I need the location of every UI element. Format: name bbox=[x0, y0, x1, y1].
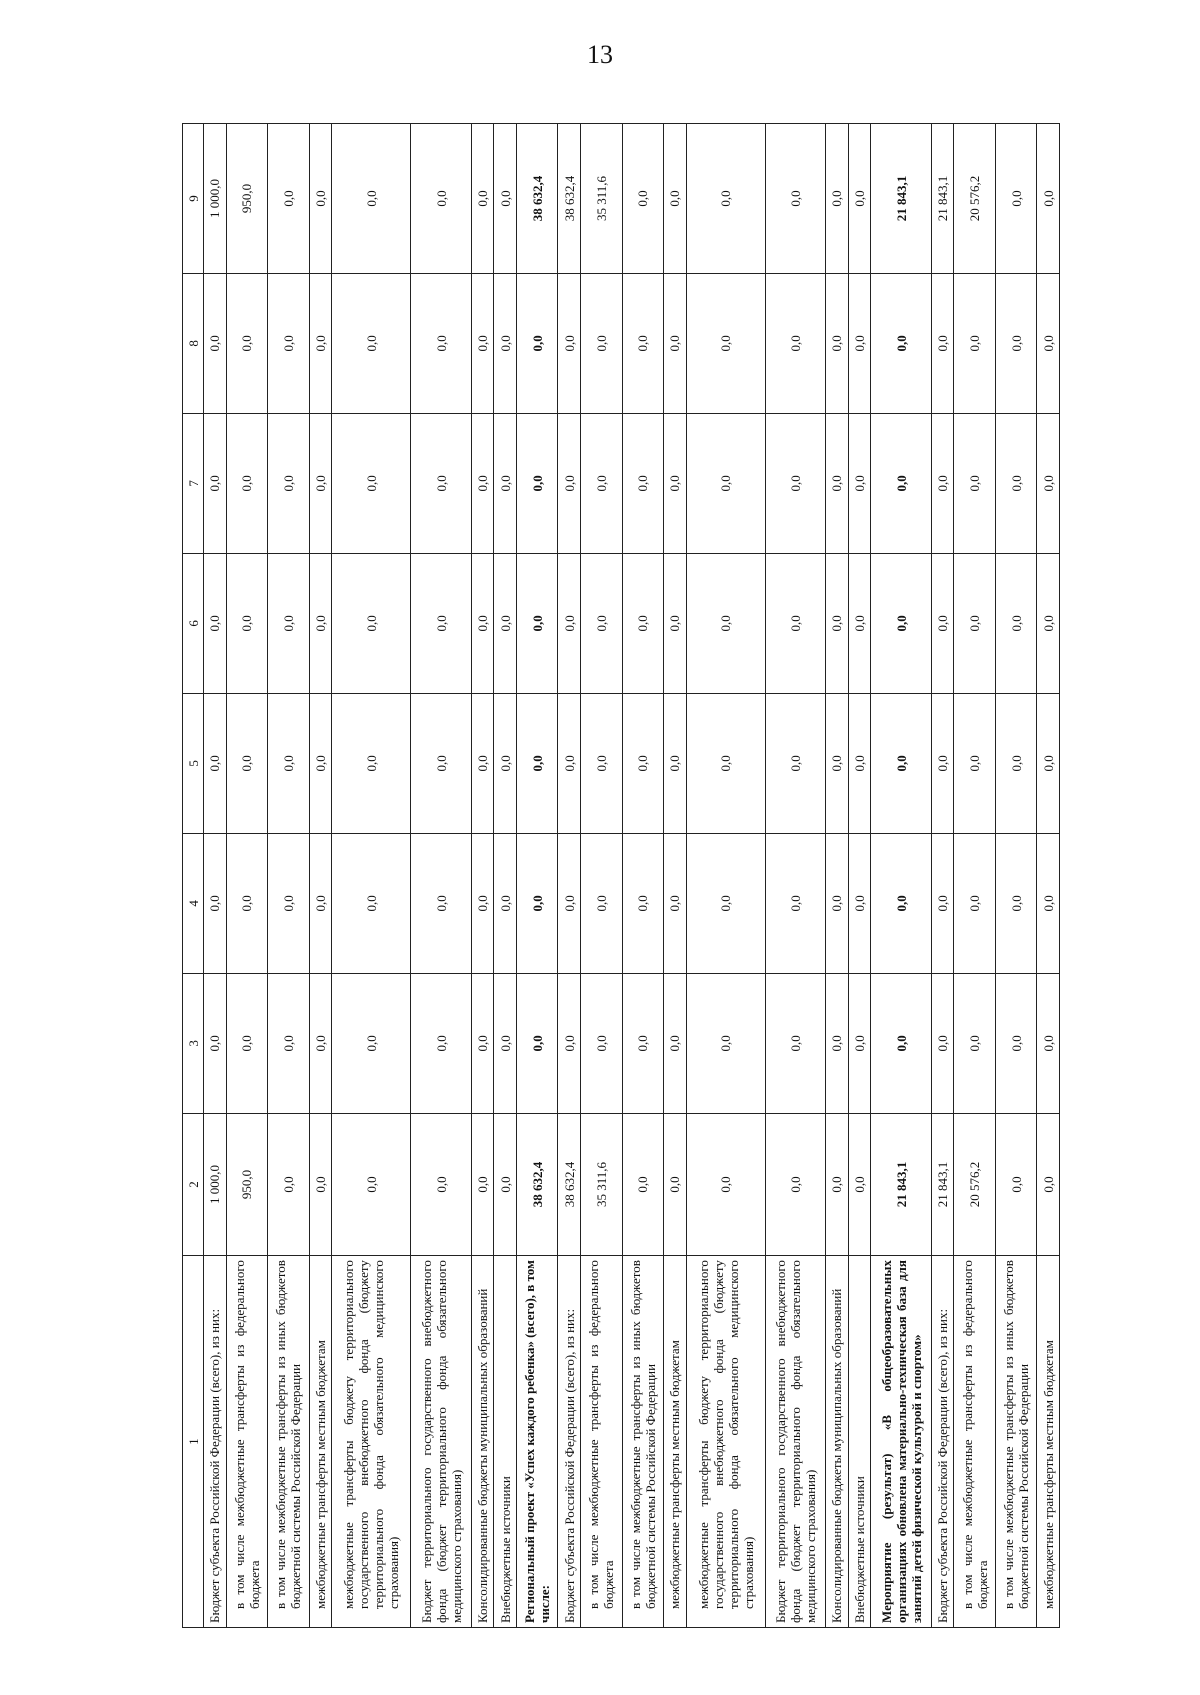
row-value: 21 843,1 bbox=[931, 124, 954, 274]
row-value: 0,0 bbox=[309, 273, 332, 413]
row-value: 0,0 bbox=[471, 973, 494, 1113]
row-value: 0,0 bbox=[268, 693, 309, 833]
row-value: 0,0 bbox=[686, 273, 765, 413]
row-value: 0,0 bbox=[995, 693, 1036, 833]
row-value: 0,0 bbox=[1037, 553, 1060, 693]
row-description: Региональный проект «Успех каждого ребенка» (всего), в том числе: bbox=[516, 1256, 557, 1628]
row-value: 0,0 bbox=[411, 1113, 471, 1255]
row-value: 0,0 bbox=[931, 833, 954, 973]
row-value: 950,0 bbox=[226, 124, 267, 274]
table-row bbox=[954, 124, 995, 1628]
row-value: 0,0 bbox=[995, 1113, 1036, 1255]
row-value: 0,0 bbox=[848, 553, 871, 693]
row-value: 0,0 bbox=[954, 413, 995, 553]
row-value: 0,0 bbox=[581, 833, 622, 973]
row-value: 0,0 bbox=[226, 693, 267, 833]
budget-table bbox=[182, 123, 1060, 1628]
table-row bbox=[471, 124, 494, 1628]
row-value: 0,0 bbox=[332, 693, 411, 833]
row-description: межбюджетные трансферты местным бюджетам bbox=[1037, 1256, 1060, 1628]
row-value: 0,0 bbox=[558, 273, 581, 413]
header-cell: 2 bbox=[183, 1113, 204, 1255]
row-value: 0,0 bbox=[471, 124, 494, 274]
row-value: 0,0 bbox=[309, 413, 332, 553]
row-value: 0,0 bbox=[765, 413, 825, 553]
row-value: 0,0 bbox=[581, 413, 622, 553]
row-value: 0,0 bbox=[622, 1113, 663, 1255]
row-value: 0,0 bbox=[204, 413, 227, 553]
row-value: 0,0 bbox=[226, 973, 267, 1113]
row-value: 0,0 bbox=[848, 833, 871, 973]
row-value: 38 632,4 bbox=[558, 1113, 581, 1255]
row-value: 0,0 bbox=[622, 273, 663, 413]
row-value: 0,0 bbox=[411, 553, 471, 693]
row-value: 0,0 bbox=[226, 553, 267, 693]
row-value: 0,0 bbox=[663, 553, 686, 693]
table-row bbox=[268, 124, 309, 1628]
row-value: 0,0 bbox=[826, 693, 849, 833]
table-row bbox=[848, 124, 871, 1628]
row-value: 1 000,0 bbox=[204, 1113, 227, 1255]
row-value: 0,0 bbox=[558, 693, 581, 833]
row-value: 0,0 bbox=[686, 553, 765, 693]
row-value: 0,0 bbox=[622, 973, 663, 1113]
row-value: 950,0 bbox=[226, 1113, 267, 1255]
row-description: Консолидированные бюджеты муниципальных образований bbox=[471, 1256, 494, 1628]
row-value: 0,0 bbox=[268, 973, 309, 1113]
row-value: 0,0 bbox=[622, 553, 663, 693]
row-value: 0,0 bbox=[471, 1113, 494, 1255]
row-value: 0,0 bbox=[686, 693, 765, 833]
row-value: 38 632,4 bbox=[516, 124, 557, 274]
row-value: 0,0 bbox=[848, 973, 871, 1113]
row-value: 0,0 bbox=[411, 413, 471, 553]
table-row bbox=[871, 124, 931, 1628]
table-row bbox=[516, 124, 557, 1628]
row-value: 0,0 bbox=[995, 973, 1036, 1113]
row-value: 0,0 bbox=[494, 693, 517, 833]
row-description: межбюджетные трансферты местным бюджетам bbox=[309, 1256, 332, 1628]
table-row bbox=[686, 124, 765, 1628]
row-value: 0,0 bbox=[1037, 273, 1060, 413]
header-cell: 9 bbox=[183, 124, 204, 274]
table-row bbox=[765, 124, 825, 1628]
row-value: 0,0 bbox=[686, 1113, 765, 1255]
row-value: 0,0 bbox=[471, 553, 494, 693]
row-value: 0,0 bbox=[204, 273, 227, 413]
page-number: 13 bbox=[587, 40, 613, 69]
row-value: 21 843,1 bbox=[931, 1113, 954, 1255]
table-row bbox=[995, 124, 1036, 1628]
row-value: 0,0 bbox=[826, 124, 849, 274]
row-value: 0,0 bbox=[268, 413, 309, 553]
row-value: 35 311,6 bbox=[581, 124, 622, 274]
row-value: 0,0 bbox=[204, 693, 227, 833]
row-description: в том числе межбюджетные трансферты из иных бюджетов бюджетной системы Российской Федерации bbox=[995, 1256, 1036, 1628]
row-value: 0,0 bbox=[411, 693, 471, 833]
row-value: 0,0 bbox=[931, 553, 954, 693]
row-value: 0,0 bbox=[471, 273, 494, 413]
row-value: 0,0 bbox=[226, 273, 267, 413]
row-value: 0,0 bbox=[826, 553, 849, 693]
row-value: 0,0 bbox=[765, 1113, 825, 1255]
row-value: 0,0 bbox=[1037, 833, 1060, 973]
row-value: 0,0 bbox=[663, 833, 686, 973]
row-value: 0,0 bbox=[931, 693, 954, 833]
row-value: 0,0 bbox=[765, 553, 825, 693]
row-value: 0,0 bbox=[411, 973, 471, 1113]
row-value: 0,0 bbox=[494, 553, 517, 693]
row-value: 0,0 bbox=[309, 693, 332, 833]
row-value: 0,0 bbox=[1037, 124, 1060, 274]
row-description: в том числе межбюджетные трансферты из иных бюджетов бюджетной системы Российской Федерации bbox=[268, 1256, 309, 1628]
row-value: 0,0 bbox=[663, 1113, 686, 1255]
row-value: 0,0 bbox=[765, 273, 825, 413]
row-description: Внебюджетные источники bbox=[848, 1256, 871, 1628]
row-value: 0,0 bbox=[494, 273, 517, 413]
row-value: 0,0 bbox=[995, 833, 1036, 973]
row-value: 0,0 bbox=[332, 1113, 411, 1255]
row-value: 0,0 bbox=[848, 693, 871, 833]
row-value: 0,0 bbox=[954, 833, 995, 973]
row-value: 0,0 bbox=[268, 1113, 309, 1255]
row-value: 0,0 bbox=[954, 693, 995, 833]
row-value: 0,0 bbox=[663, 124, 686, 274]
row-description: межбюджетные трансферты бюджету территориального государственного внебюджетного фонда (бюджету территориального фонда обязательного медицинского страхования) bbox=[686, 1256, 765, 1628]
row-value: 0,0 bbox=[268, 553, 309, 693]
row-value: 0,0 bbox=[204, 833, 227, 973]
row-value: 0,0 bbox=[332, 973, 411, 1113]
row-description: Внебюджетные источники bbox=[494, 1256, 517, 1628]
row-value: 0,0 bbox=[204, 973, 227, 1113]
row-value: 0,0 bbox=[204, 553, 227, 693]
budget-table-rotated bbox=[182, 123, 1060, 1628]
row-value: 0,0 bbox=[581, 553, 622, 693]
table-body bbox=[204, 124, 1060, 1628]
row-value: 0,0 bbox=[581, 693, 622, 833]
row-value: 0,0 bbox=[765, 693, 825, 833]
row-value: 0,0 bbox=[995, 413, 1036, 553]
row-value: 0,0 bbox=[848, 413, 871, 553]
row-description: Мероприятие (результат) «В общеобразовательных организациях обновлена материально-техническая база для занятий детей физической культурой и спортом» bbox=[871, 1256, 931, 1628]
table-row bbox=[332, 124, 411, 1628]
table-row bbox=[558, 124, 581, 1628]
table-row bbox=[622, 124, 663, 1628]
row-value: 0,0 bbox=[516, 693, 557, 833]
row-description: Бюджет субъекта Российской Федерации (всего), из них: bbox=[558, 1256, 581, 1628]
row-value: 0,0 bbox=[268, 124, 309, 274]
row-value: 0,0 bbox=[954, 553, 995, 693]
row-value: 0,0 bbox=[558, 553, 581, 693]
row-value: 0,0 bbox=[1037, 1113, 1060, 1255]
row-description: в том числе межбюджетные трансферты из федерального бюджета bbox=[226, 1256, 267, 1628]
row-value: 0,0 bbox=[871, 833, 931, 973]
table-row bbox=[204, 124, 227, 1628]
row-value: 38 632,4 bbox=[558, 124, 581, 274]
row-value: 0,0 bbox=[516, 553, 557, 693]
row-value: 0,0 bbox=[995, 553, 1036, 693]
row-value: 0,0 bbox=[622, 693, 663, 833]
row-value: 21 843,1 bbox=[871, 1113, 931, 1255]
row-value: 0,0 bbox=[411, 273, 471, 413]
row-value: 0,0 bbox=[471, 833, 494, 973]
row-value: 0,0 bbox=[309, 973, 332, 1113]
row-value: 0,0 bbox=[848, 124, 871, 274]
row-description: межбюджетные трансферты бюджету территориального государственного внебюджетного фонда (бюджету территориального фонда обязательного медицинского страхования) bbox=[332, 1256, 411, 1628]
header-cell: 4 bbox=[183, 833, 204, 973]
row-value: 0,0 bbox=[765, 833, 825, 973]
row-value: 0,0 bbox=[954, 973, 995, 1113]
row-value: 0,0 bbox=[268, 273, 309, 413]
row-value: 0,0 bbox=[226, 833, 267, 973]
row-value: 0,0 bbox=[826, 973, 849, 1113]
header-cell: 6 bbox=[183, 553, 204, 693]
row-value: 0,0 bbox=[931, 973, 954, 1113]
row-value: 0,0 bbox=[558, 973, 581, 1113]
header-cell: 1 bbox=[183, 1256, 204, 1628]
header-cell: 3 bbox=[183, 973, 204, 1113]
row-value: 0,0 bbox=[411, 124, 471, 274]
row-value: 0,0 bbox=[826, 1113, 849, 1255]
row-value: 0,0 bbox=[332, 553, 411, 693]
row-description: Бюджет территориального государственного внебюджетного фонда (бюджет территориального фонда обязательного медицинского страхования) bbox=[411, 1256, 471, 1628]
row-description: Бюджет территориального государственного внебюджетного фонда (бюджет территориального фонда обязательного медицинского страхования) bbox=[765, 1256, 825, 1628]
row-value: 0,0 bbox=[581, 973, 622, 1113]
row-value: 0,0 bbox=[871, 553, 931, 693]
row-value: 0,0 bbox=[765, 124, 825, 274]
row-value: 0,0 bbox=[848, 1113, 871, 1255]
table-row bbox=[581, 124, 622, 1628]
row-value: 0,0 bbox=[581, 273, 622, 413]
row-value: 0,0 bbox=[871, 693, 931, 833]
row-value: 0,0 bbox=[826, 833, 849, 973]
table-row bbox=[494, 124, 517, 1628]
row-value: 0,0 bbox=[871, 273, 931, 413]
row-value: 0,0 bbox=[686, 973, 765, 1113]
row-description: Консолидированные бюджеты муниципальных образований bbox=[826, 1256, 849, 1628]
row-value: 0,0 bbox=[622, 833, 663, 973]
row-value: 0,0 bbox=[686, 124, 765, 274]
row-value: 20 576,2 bbox=[954, 124, 995, 274]
row-description: в том числе межбюджетные трансферты из федерального бюджета bbox=[954, 1256, 995, 1628]
row-value: 1 000,0 bbox=[204, 124, 227, 274]
row-value: 0,0 bbox=[848, 273, 871, 413]
row-value: 0,0 bbox=[494, 833, 517, 973]
table-row bbox=[663, 124, 686, 1628]
row-value: 0,0 bbox=[663, 273, 686, 413]
row-value: 0,0 bbox=[494, 1113, 517, 1255]
table-row bbox=[309, 124, 332, 1628]
row-value: 0,0 bbox=[471, 693, 494, 833]
row-value: 0,0 bbox=[558, 413, 581, 553]
row-value: 0,0 bbox=[332, 413, 411, 553]
row-description: Бюджет субъекта Российской Федерации (всего), из них: bbox=[204, 1256, 227, 1628]
row-value: 0,0 bbox=[471, 413, 494, 553]
row-value: 0,0 bbox=[558, 833, 581, 973]
row-value: 0,0 bbox=[516, 273, 557, 413]
row-value: 0,0 bbox=[765, 973, 825, 1113]
header-cell: 7 bbox=[183, 413, 204, 553]
row-value: 0,0 bbox=[995, 124, 1036, 274]
row-value: 0,0 bbox=[1037, 413, 1060, 553]
row-value: 0,0 bbox=[1037, 973, 1060, 1113]
row-value: 0,0 bbox=[826, 273, 849, 413]
row-value: 0,0 bbox=[494, 973, 517, 1113]
row-value: 0,0 bbox=[516, 973, 557, 1113]
row-value: 0,0 bbox=[622, 124, 663, 274]
row-value: 0,0 bbox=[931, 413, 954, 553]
row-value: 0,0 bbox=[516, 833, 557, 973]
row-value: 0,0 bbox=[494, 124, 517, 274]
row-value: 0,0 bbox=[663, 973, 686, 1113]
row-value: 21 843,1 bbox=[871, 124, 931, 274]
row-description: в том числе межбюджетные трансферты из федерального бюджета bbox=[581, 1256, 622, 1628]
row-value: 20 576,2 bbox=[954, 1113, 995, 1255]
row-description: Бюджет субъекта Российской Федерации (всего), из них: bbox=[931, 1256, 954, 1628]
table-row bbox=[226, 124, 267, 1628]
row-value: 0,0 bbox=[871, 973, 931, 1113]
row-description: в том числе межбюджетные трансферты из иных бюджетов бюджетной системы Российской Федерации bbox=[622, 1256, 663, 1628]
row-description: межбюджетные трансферты местным бюджетам bbox=[663, 1256, 686, 1628]
row-value: 0,0 bbox=[826, 413, 849, 553]
row-value: 0,0 bbox=[686, 833, 765, 973]
header-row bbox=[183, 124, 204, 1628]
table-row bbox=[931, 124, 954, 1628]
row-value: 0,0 bbox=[663, 693, 686, 833]
row-value: 0,0 bbox=[332, 124, 411, 274]
row-value: 0,0 bbox=[268, 833, 309, 973]
table-row bbox=[1037, 124, 1060, 1628]
row-value: 0,0 bbox=[663, 413, 686, 553]
row-value: 0,0 bbox=[871, 413, 931, 553]
row-value: 0,0 bbox=[309, 553, 332, 693]
row-value: 0,0 bbox=[1037, 693, 1060, 833]
row-value: 0,0 bbox=[995, 273, 1036, 413]
row-value: 0,0 bbox=[332, 273, 411, 413]
header-cell: 5 bbox=[183, 693, 204, 833]
table-row bbox=[411, 124, 471, 1628]
row-value: 0,0 bbox=[622, 413, 663, 553]
row-value: 35 311,6 bbox=[581, 1113, 622, 1255]
header-cell: 8 bbox=[183, 273, 204, 413]
row-value: 0,0 bbox=[411, 833, 471, 973]
row-value: 0,0 bbox=[931, 273, 954, 413]
row-value: 0,0 bbox=[309, 833, 332, 973]
row-value: 0,0 bbox=[309, 1113, 332, 1255]
row-value: 0,0 bbox=[226, 413, 267, 553]
table-row bbox=[826, 124, 849, 1628]
row-value: 0,0 bbox=[494, 413, 517, 553]
row-value: 0,0 bbox=[309, 124, 332, 274]
row-value: 0,0 bbox=[516, 413, 557, 553]
row-value: 0,0 bbox=[332, 833, 411, 973]
row-value: 0,0 bbox=[686, 413, 765, 553]
row-value: 0,0 bbox=[954, 273, 995, 413]
row-value: 38 632,4 bbox=[516, 1113, 557, 1255]
